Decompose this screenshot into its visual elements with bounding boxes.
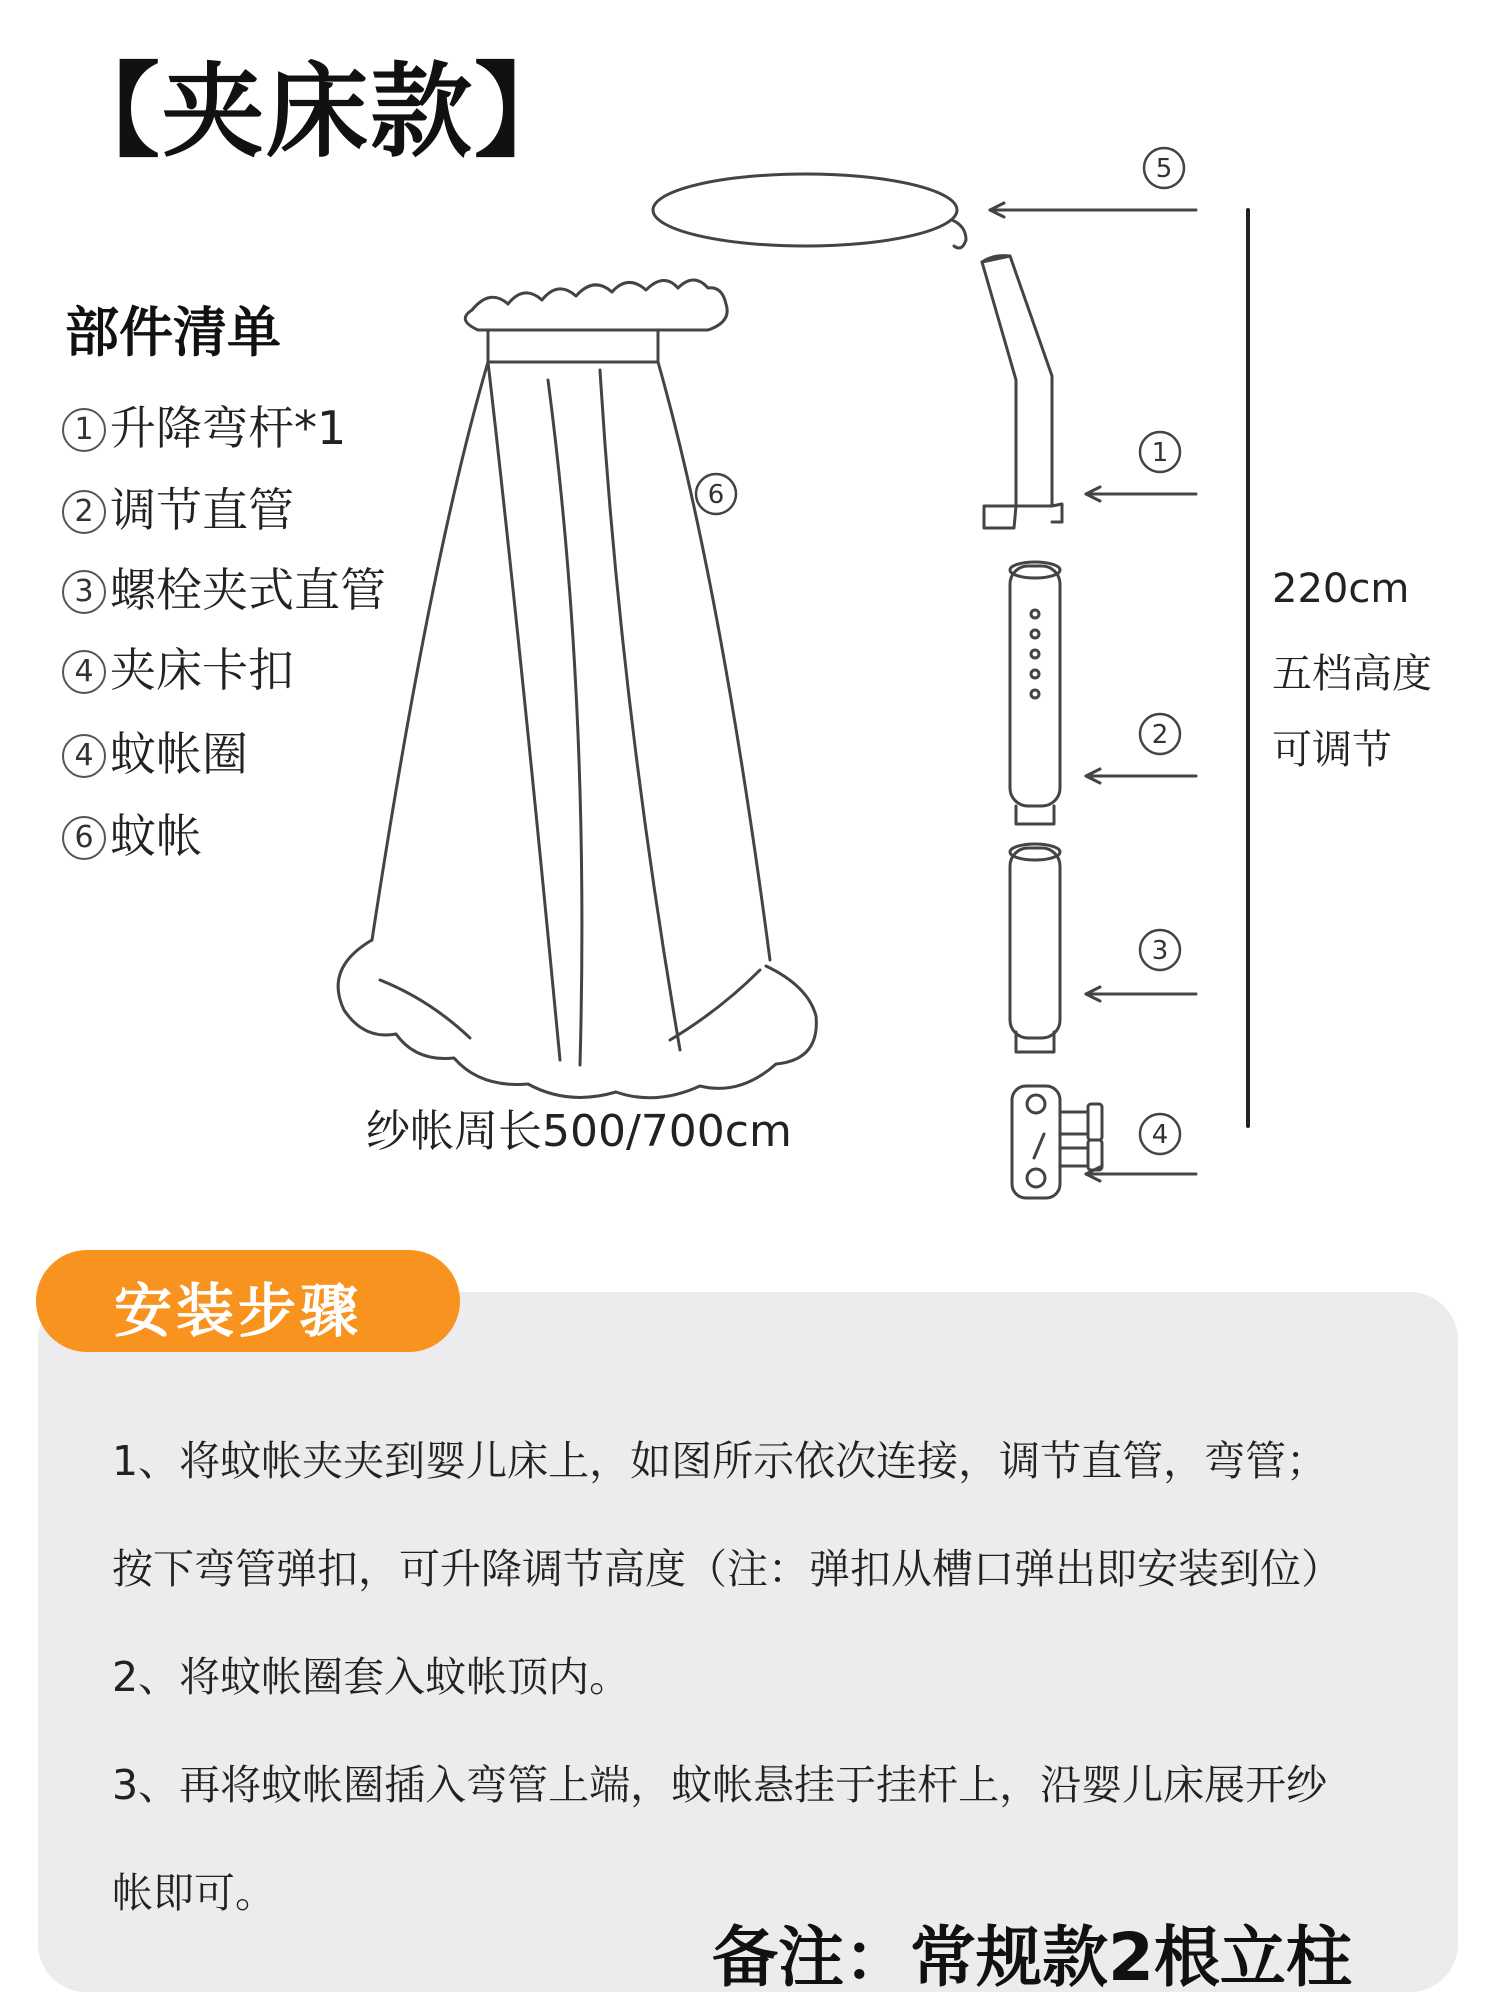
remark-note: 备注：常规款2根立柱	[712, 1919, 1352, 1996]
height-adjustable: 可调节	[1272, 727, 1392, 773]
callout-arrows	[990, 203, 1196, 1181]
install-step: 帐即可。	[112, 1869, 276, 1917]
part-label: 螺栓夹式直管	[110, 563, 386, 617]
part-label: 调节直管	[110, 483, 294, 537]
part-number: 3	[62, 570, 106, 614]
part-label: 蚊帐圈	[110, 727, 248, 781]
part-label: 夹床卡扣	[110, 643, 294, 697]
install-step: 2、将蚊帐圈套入蚊帐顶内。	[112, 1653, 631, 1701]
page-title: 【夹床款】	[58, 53, 578, 172]
part-number: 6	[62, 816, 106, 860]
part-number: 2	[62, 490, 106, 534]
part-label: 升降弯杆*1	[110, 401, 347, 455]
install-step: 按下弯管弹扣，可升降调节高度（注：弹扣从槽口弹出即安装到位）	[112, 1545, 1342, 1593]
install-steps-badge	[36, 1250, 460, 1352]
part-number: 4	[62, 650, 106, 694]
net-ring-illustration	[653, 174, 966, 248]
parts-list-heading: 部件清单	[65, 301, 281, 364]
mosquito-net-illustration	[338, 280, 816, 1098]
callout-number: 4	[1151, 1120, 1169, 1150]
height-levels: 五档高度	[1272, 651, 1432, 697]
clamp-pipe-illustration	[1010, 844, 1060, 1052]
callout-number: 3	[1151, 936, 1169, 966]
install-step: 3、再将蚊帐圈插入弯管上端，蚊帐悬挂于挂杆上，沿婴儿床展开纱	[112, 1761, 1328, 1809]
callout-number: 5	[1155, 154, 1173, 184]
part-number: 4	[62, 734, 106, 778]
net-perimeter-label: 纱帐周长500/700cm	[366, 1106, 792, 1157]
height-value: 220cm	[1272, 566, 1410, 612]
callout-number: 1	[1151, 438, 1169, 468]
callout-number: 2	[1151, 720, 1169, 750]
install-steps-heading: 安装步骤	[114, 1277, 363, 1345]
adjusting-pipe-illustration	[1010, 562, 1060, 824]
install-step: 1、将蚊帐夹夹到婴儿床上，如图所示依次连接，调节直管，弯管；	[112, 1437, 1328, 1485]
part-number: 1	[62, 408, 106, 452]
part-label: 蚊帐	[110, 809, 202, 863]
bent-pole-illustration	[982, 256, 1062, 528]
callout-number: 6	[707, 480, 725, 510]
bed-clamp-illustration	[1012, 1086, 1102, 1198]
